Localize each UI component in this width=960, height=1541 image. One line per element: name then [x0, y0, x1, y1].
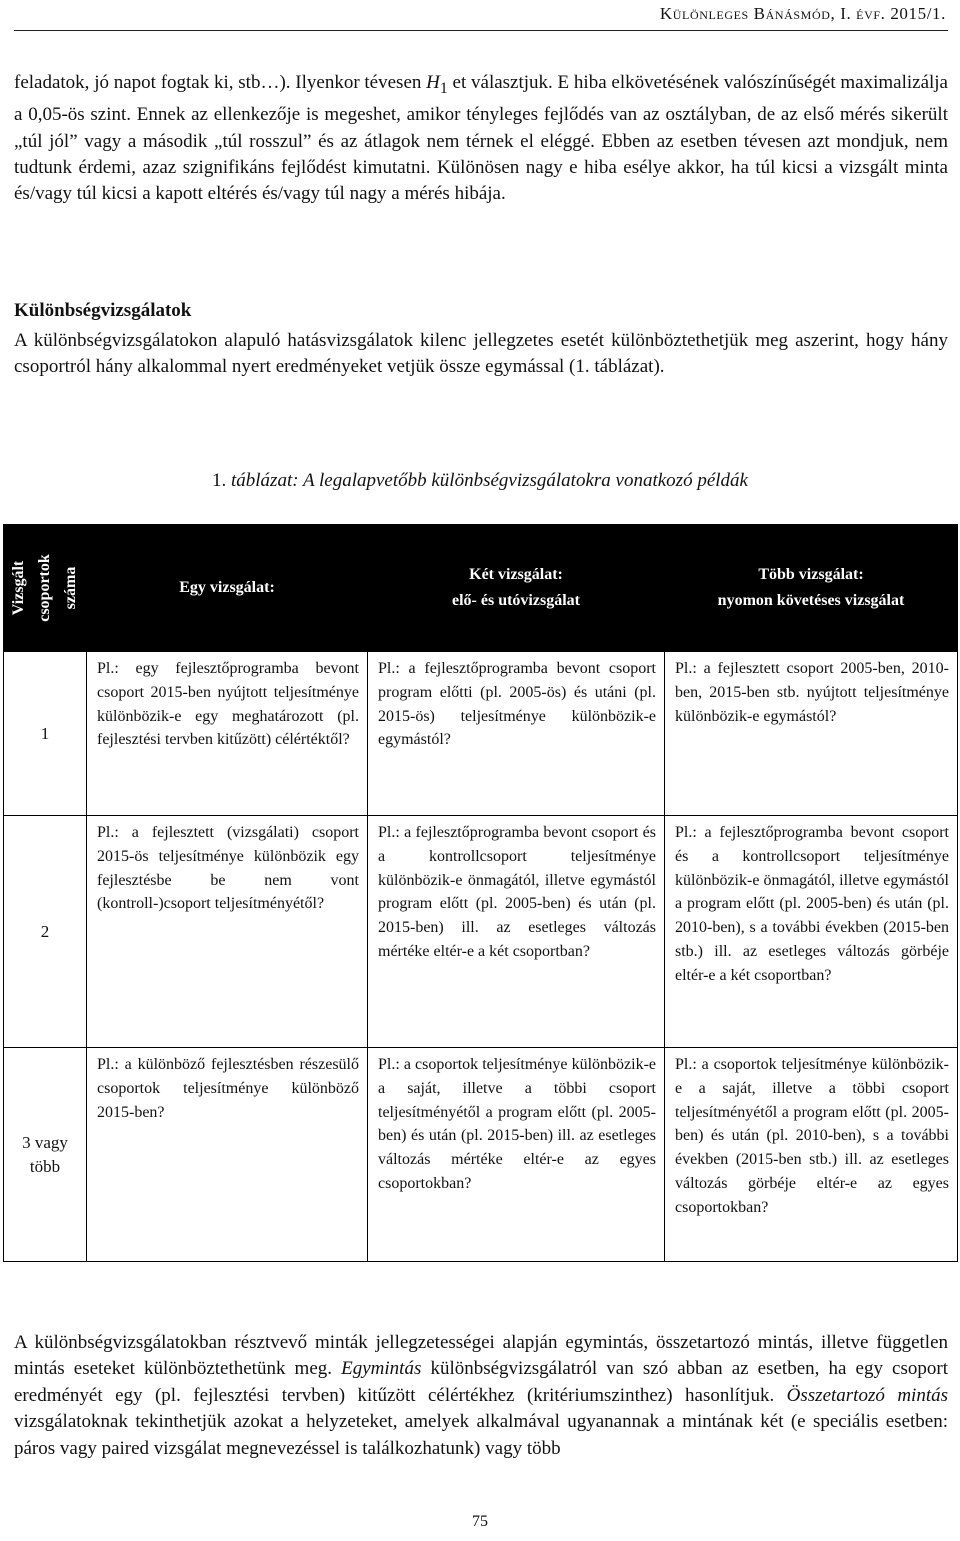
running-header [0, 4, 960, 24]
table-cell: Pl.: a csoportok teljesítménye különbözik-e a saját, illetve a többi csoport teljesítményétől a program előtt (pl. 2005-ben) és után (pl. 2015-ben) ill. az esetleges változás mértéke eltér-e az egyes csoportokban? [368, 1048, 665, 1262]
row-label: 2 [4, 816, 87, 1048]
term-paired-sample: Összetartozó mintás [786, 1384, 948, 1406]
table-cell: Pl.: egy fejlesztőprogramba bevont csoport 2015-ben nyújtott teljesítménye különbözik-e egy meghatározott (pl. fejlesztési tervben kitűzött) célértéktől? [87, 652, 368, 816]
header-multiple-tests [665, 525, 958, 652]
hypothesis-symbol: H [426, 72, 440, 93]
table-cell: Pl.: a fejlesztőprogramba bevont csoport és a kontrollcsoport teljesítménye különbözik-e önmagától, illetve egymástól a program előtt (pl. 2005-ben) és után (pl. 2010-ben), s a további években (2015-ben stb.) ill. az esetleges változás görbéje eltér-e a két csoportban? [665, 816, 958, 1048]
header-one-test: Egy vizsgálat: [87, 525, 368, 652]
table-cell: Pl.: a fejlesztett csoport 2005-ben, 2010-ben, 2015-ben stb. nyújtott teljesítménye különbözik-e egymástól? [665, 652, 958, 816]
header-two-tests [368, 525, 665, 652]
table-caption-text: táblázat: A legalapvetőbb különbségvizsgálatokra vonatkozó példák [226, 470, 748, 491]
table-cell: Pl.: a fejlesztőprogramba bevont csoport és a kontrollcsoport teljesítménye különbözik-e önmagától, illetve egymástól program előtt (pl. 2005-ben) és után (pl. 2015-ben) ill. az esetleges változás mértéke eltér-e a két csoportban? [368, 816, 665, 1048]
table-row [4, 816, 958, 1048]
table-cell: Pl.: a fejlesztett (vizsgálati) csoport 2015-ös teljesítménye különbözik egy fejlesztésbe be nem vont (kontroll-)csoport teljesítményétől? [87, 816, 368, 1048]
section-paragraph: A különbségvizsgálatokon alapuló hatásvizsgálatok kilenc jellegzetes esetét különböztethetjük meg aszerint, hogy hány csoportról hány alkalommal nyert eredményeket vetjük össze egymással (1. táblázat). [14, 330, 948, 378]
table-cell: Pl.: a különböző fejlesztésben részesülő csoportok teljesítménye különböző 2015-ben? [87, 1048, 368, 1262]
intro-text-start: feladatok, jó napot fogtak ki, stb…). Ilyenkor tévesen [14, 72, 427, 93]
hypothesis-subscript: 1 [439, 79, 448, 97]
closing-text-part1: A különbségvizsgálatokban résztvevő minták jellegzetességei alapján egymintás, összetartozó mintás, illetve független mintás eseteket különböztethetünk meg. [14, 1332, 948, 1380]
intro-text-rest: et választjuk. E hiba elkövetésének valószínűségét maximalizálja a 0,05-ös szint. Ennek az ellenkezője is megeshet, amikor tényleges fejlődés van az osztályban, de az első mérés sikerült „túl jól” vagy a második „túl rosszul” és az átlagok nem térnek el eléggé. Ebben az esetben tévesen azt mondjuk, nem tudtunk érdemi, azaz szignifikáns fejlődést kimutatni. Különösen nagy e hiba esélye akkor, ha túl kicsi a vizsgált minta és/vagy túl kicsi a kapott eltérés és/vagy túl nagy a mérés hibája. [14, 72, 948, 205]
header-two-tests-line1: Két vizsgálat: [469, 566, 563, 583]
closing-paragraph [14, 1330, 948, 1462]
row-label: 3 vagy több [4, 1048, 87, 1262]
table-cell: Pl.: a fejlesztőprogramba bevont csoport program előtti (pl. 2005-ös) és utáni (pl. 2015-ös) teljesítménye különbözik-e egymástól? [368, 652, 665, 816]
closing-text-part3: vizsgálatoknak tekinthetjük azokat a helyzeteket, amelyek alkalmával ugyanannak a mintának két (e speciális esetben: páros vagy paired vizsgálat megnevezéssel is találkozhatunk) vagy több [14, 1411, 948, 1459]
header-rule [14, 30, 948, 31]
header-group-count-line2: csoportok [36, 554, 53, 622]
closing-text-part2: különbségvizsgálatról van szó abban az esetben, ha egy csoport eredményét egy (pl. fejlesztési tervben) kitűzött célértékhez (kritériumszinthez) hasonlítjuk. [14, 1358, 948, 1406]
table-header-row [4, 525, 958, 652]
examples-table [3, 524, 958, 1262]
journal-name: Különleges Bánásmód, [659, 4, 836, 23]
intro-paragraph [14, 70, 948, 208]
row-label: 1 [4, 652, 87, 816]
page-number: 75 [472, 1513, 488, 1530]
section-heading: Különbségvizsgálatok [14, 300, 192, 321]
header-two-tests-line2: elő- és utóvizsgálat [452, 592, 580, 609]
header-multiple-tests-line1: Több vizsgálat: [758, 566, 864, 583]
table-row [4, 652, 958, 816]
header-multiple-tests-line2: nyomon követéses vizsgálat [717, 592, 905, 609]
header-group-count [4, 525, 87, 652]
header-group-count-line1: Vizsgált [10, 560, 27, 616]
header-group-count-line3: száma [62, 566, 79, 610]
term-one-sample: Egymintás [341, 1358, 422, 1380]
table-cell: Pl.: a csoportok teljesítménye különbözik-e a saját, illetve a többi csoport teljesítményétől a program előtt (pl. 2005-ben) és után (pl. 2010-ben), s a további években (2015-ben stb.) ill. az esetleges változás görbéje eltér-e az egyes csoportokban? [665, 1048, 958, 1262]
table-caption [0, 470, 960, 492]
table-row [4, 1048, 958, 1262]
journal-issue: I. évf. 2015/1. [840, 4, 946, 23]
table-caption-number: 1. [212, 470, 227, 491]
